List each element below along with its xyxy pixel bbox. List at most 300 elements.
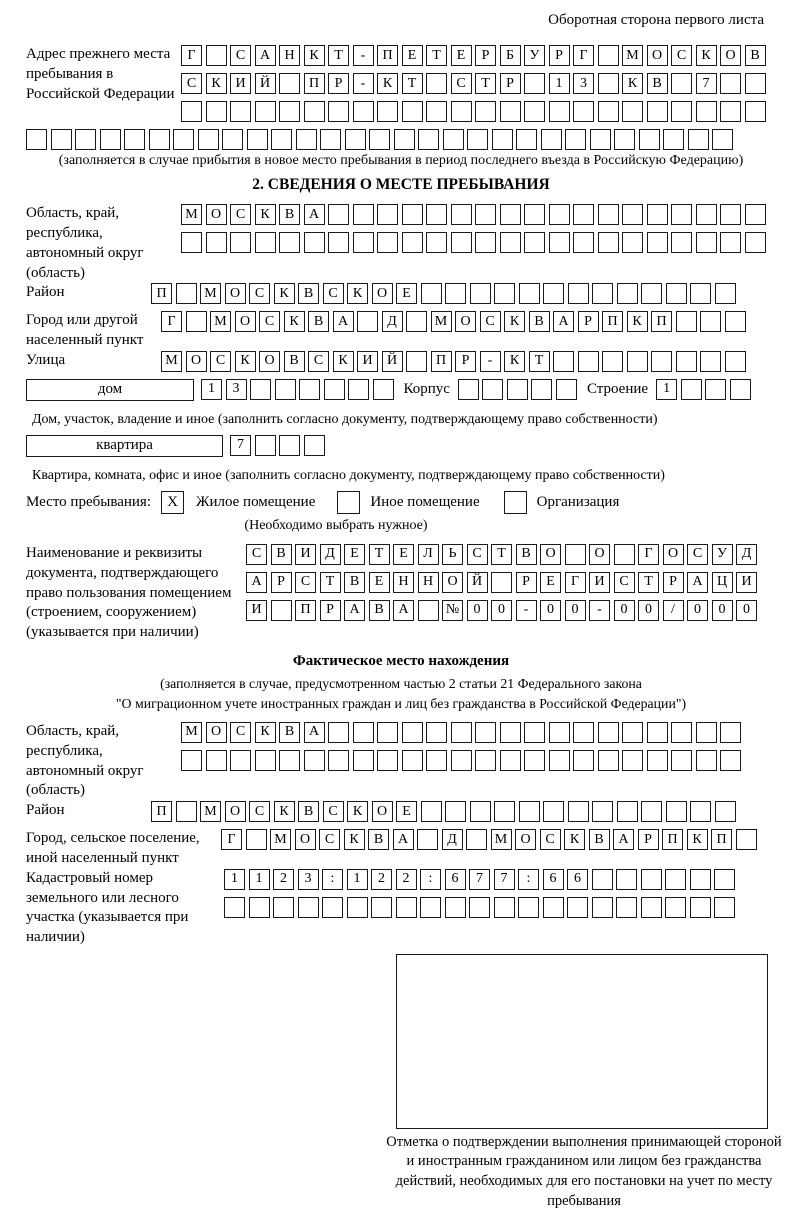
char-cell[interactable]: М: [181, 204, 202, 225]
char-cell[interactable]: 3: [226, 379, 247, 400]
char-cell[interactable]: 1: [347, 869, 368, 890]
char-cell[interactable]: [568, 801, 589, 822]
char-cell[interactable]: [671, 204, 692, 225]
char-cell[interactable]: П: [151, 283, 172, 304]
char-cell[interactable]: С: [451, 73, 472, 94]
char-cell[interactable]: [518, 897, 539, 918]
char-cell[interactable]: Е: [540, 572, 561, 593]
char-cell[interactable]: [500, 204, 521, 225]
char-cell[interactable]: К: [347, 801, 368, 822]
char-cell[interactable]: В: [308, 311, 329, 332]
char-cell[interactable]: П: [151, 801, 172, 822]
char-cell[interactable]: -: [480, 351, 501, 372]
char-cell[interactable]: [567, 897, 588, 918]
char-cell[interactable]: [328, 101, 349, 122]
char-cell[interactable]: [500, 101, 521, 122]
char-cell[interactable]: К: [304, 45, 325, 66]
char-cell[interactable]: О: [589, 544, 610, 565]
char-cell[interactable]: О: [235, 311, 256, 332]
char-cell[interactable]: В: [369, 600, 390, 621]
char-cell[interactable]: [641, 801, 662, 822]
char-cell[interactable]: 0: [687, 600, 708, 621]
char-cell[interactable]: П: [651, 311, 672, 332]
char-cell[interactable]: [418, 600, 439, 621]
char-cell[interactable]: [565, 129, 586, 150]
char-cell[interactable]: [592, 897, 613, 918]
char-cell[interactable]: Г: [161, 311, 182, 332]
char-cell[interactable]: Б: [500, 45, 521, 66]
char-cell[interactable]: В: [298, 283, 319, 304]
char-cell[interactable]: [494, 801, 515, 822]
char-cell[interactable]: С: [671, 45, 692, 66]
char-cell[interactable]: [176, 283, 197, 304]
char-cell[interactable]: 0: [467, 600, 488, 621]
char-cell[interactable]: О: [647, 45, 668, 66]
char-cell[interactable]: [602, 351, 623, 372]
char-cell[interactable]: О: [295, 829, 316, 850]
char-cell[interactable]: [279, 435, 300, 456]
char-cell[interactable]: [198, 129, 219, 150]
char-cell[interactable]: №: [442, 600, 463, 621]
char-cell[interactable]: [230, 232, 251, 253]
char-cell[interactable]: [494, 897, 515, 918]
char-cell[interactable]: [573, 101, 594, 122]
char-cell[interactable]: [445, 283, 466, 304]
char-cell[interactable]: [671, 101, 692, 122]
char-cell[interactable]: [647, 101, 668, 122]
char-cell[interactable]: [230, 750, 251, 771]
char-cell[interactable]: [598, 45, 619, 66]
char-cell[interactable]: [451, 232, 472, 253]
char-cell[interactable]: Р: [663, 572, 684, 593]
char-cell[interactable]: 0: [540, 600, 561, 621]
char-cell[interactable]: [406, 311, 427, 332]
char-cell[interactable]: [616, 869, 637, 890]
char-cell[interactable]: [181, 232, 202, 253]
char-cell[interactable]: [304, 750, 325, 771]
char-cell[interactable]: [475, 722, 496, 743]
char-cell[interactable]: [690, 869, 711, 890]
char-cell[interactable]: Д: [382, 311, 403, 332]
char-cell[interactable]: [690, 897, 711, 918]
char-cell[interactable]: А: [304, 722, 325, 743]
char-cell[interactable]: [641, 869, 662, 890]
char-cell[interactable]: С: [249, 801, 270, 822]
char-cell[interactable]: [255, 101, 276, 122]
char-cell[interactable]: Г: [573, 45, 594, 66]
char-cell[interactable]: 6: [567, 869, 588, 890]
char-cell[interactable]: С: [230, 45, 251, 66]
char-cell[interactable]: И: [357, 351, 378, 372]
char-cell[interactable]: С: [323, 801, 344, 822]
char-cell[interactable]: Р: [475, 45, 496, 66]
char-cell[interactable]: К: [344, 829, 365, 850]
char-cell[interactable]: М: [431, 311, 452, 332]
char-cell[interactable]: И: [246, 600, 267, 621]
char-cell[interactable]: О: [720, 45, 741, 66]
char-cell[interactable]: [124, 129, 145, 150]
char-cell[interactable]: [445, 897, 466, 918]
char-cell[interactable]: 0: [736, 600, 757, 621]
char-cell[interactable]: [730, 379, 751, 400]
char-cell[interactable]: [549, 204, 570, 225]
char-cell[interactable]: Н: [393, 572, 414, 593]
char-cell[interactable]: [402, 722, 423, 743]
char-cell[interactable]: [543, 283, 564, 304]
char-cell[interactable]: 0: [565, 600, 586, 621]
char-cell[interactable]: С: [259, 311, 280, 332]
char-cell[interactable]: А: [304, 204, 325, 225]
char-cell[interactable]: О: [206, 722, 227, 743]
char-cell[interactable]: [715, 283, 736, 304]
char-cell[interactable]: Г: [638, 544, 659, 565]
char-cell[interactable]: 7: [469, 869, 490, 890]
char-cell[interactable]: [616, 897, 637, 918]
char-cell[interactable]: [279, 101, 300, 122]
char-cell[interactable]: [451, 722, 472, 743]
char-cell[interactable]: [622, 722, 643, 743]
char-cell[interactable]: К: [696, 45, 717, 66]
char-cell[interactable]: [255, 435, 276, 456]
char-cell[interactable]: -: [516, 600, 537, 621]
char-cell[interactable]: [426, 73, 447, 94]
char-cell[interactable]: В: [279, 722, 300, 743]
char-cell[interactable]: [482, 379, 503, 400]
char-cell[interactable]: [696, 204, 717, 225]
char-cell[interactable]: [666, 283, 687, 304]
char-cell[interactable]: В: [279, 204, 300, 225]
char-cell[interactable]: [328, 722, 349, 743]
char-cell[interactable]: А: [553, 311, 574, 332]
char-cell[interactable]: [720, 204, 741, 225]
char-cell[interactable]: [304, 435, 325, 456]
char-cell[interactable]: [671, 232, 692, 253]
char-cell[interactable]: О: [206, 204, 227, 225]
char-cell[interactable]: [470, 283, 491, 304]
char-cell[interactable]: [696, 750, 717, 771]
char-cell[interactable]: [377, 232, 398, 253]
char-cell[interactable]: [598, 750, 619, 771]
char-cell[interactable]: Т: [320, 572, 341, 593]
char-cell[interactable]: [373, 379, 394, 400]
char-cell[interactable]: К: [255, 722, 276, 743]
char-cell[interactable]: [720, 73, 741, 94]
char-cell[interactable]: [598, 101, 619, 122]
char-cell[interactable]: [549, 722, 570, 743]
char-cell[interactable]: [516, 129, 537, 150]
char-cell[interactable]: [328, 232, 349, 253]
char-cell[interactable]: [206, 101, 227, 122]
char-cell[interactable]: И: [230, 73, 251, 94]
char-cell[interactable]: К: [687, 829, 708, 850]
char-cell[interactable]: [402, 101, 423, 122]
char-cell[interactable]: [402, 232, 423, 253]
char-cell[interactable]: Т: [475, 73, 496, 94]
char-cell[interactable]: [377, 750, 398, 771]
char-cell[interactable]: [369, 129, 390, 150]
char-cell[interactable]: К: [284, 311, 305, 332]
char-cell[interactable]: [279, 73, 300, 94]
char-cell[interactable]: [671, 722, 692, 743]
char-cell[interactable]: [573, 722, 594, 743]
char-cell[interactable]: [426, 204, 447, 225]
char-cell[interactable]: С: [540, 829, 561, 850]
char-cell[interactable]: [371, 897, 392, 918]
char-cell[interactable]: [676, 311, 697, 332]
char-cell[interactable]: 0: [638, 600, 659, 621]
char-cell[interactable]: [598, 204, 619, 225]
char-cell[interactable]: Р: [638, 829, 659, 850]
char-cell[interactable]: [469, 897, 490, 918]
char-cell[interactable]: С: [249, 283, 270, 304]
char-cell[interactable]: [573, 232, 594, 253]
char-cell[interactable]: Т: [402, 73, 423, 94]
char-cell[interactable]: В: [647, 73, 668, 94]
char-cell[interactable]: 1: [201, 379, 222, 400]
char-cell[interactable]: 2: [396, 869, 417, 890]
char-cell[interactable]: И: [736, 572, 757, 593]
char-cell[interactable]: [590, 129, 611, 150]
char-cell[interactable]: К: [255, 204, 276, 225]
char-cell[interactable]: [639, 129, 660, 150]
char-cell[interactable]: [524, 73, 545, 94]
char-cell[interactable]: [725, 351, 746, 372]
char-cell[interactable]: [475, 204, 496, 225]
char-cell[interactable]: 0: [712, 600, 733, 621]
char-cell[interactable]: [402, 750, 423, 771]
char-cell[interactable]: В: [368, 829, 389, 850]
char-cell[interactable]: [402, 204, 423, 225]
char-cell[interactable]: Т: [328, 45, 349, 66]
char-cell[interactable]: [696, 232, 717, 253]
char-cell[interactable]: [357, 311, 378, 332]
char-cell[interactable]: [206, 750, 227, 771]
char-cell[interactable]: 6: [543, 869, 564, 890]
char-cell[interactable]: В: [529, 311, 550, 332]
char-cell[interactable]: [725, 311, 746, 332]
char-cell[interactable]: [543, 801, 564, 822]
char-cell[interactable]: С: [323, 283, 344, 304]
char-cell[interactable]: [396, 897, 417, 918]
char-cell[interactable]: [250, 379, 271, 400]
char-cell[interactable]: [622, 204, 643, 225]
char-cell[interactable]: [186, 311, 207, 332]
char-cell[interactable]: П: [304, 73, 325, 94]
char-cell[interactable]: С: [467, 544, 488, 565]
char-cell[interactable]: К: [504, 351, 525, 372]
char-cell[interactable]: М: [491, 829, 512, 850]
char-cell[interactable]: С: [295, 572, 316, 593]
char-cell[interactable]: [222, 129, 243, 150]
char-cell[interactable]: В: [271, 544, 292, 565]
char-cell[interactable]: А: [613, 829, 634, 850]
char-cell[interactable]: [736, 829, 757, 850]
char-cell[interactable]: А: [333, 311, 354, 332]
char-cell[interactable]: [568, 283, 589, 304]
char-cell[interactable]: [690, 283, 711, 304]
char-cell[interactable]: [247, 129, 268, 150]
char-cell[interactable]: [745, 232, 766, 253]
char-cell[interactable]: О: [663, 544, 684, 565]
char-cell[interactable]: А: [393, 829, 414, 850]
char-cell[interactable]: О: [372, 283, 393, 304]
char-cell[interactable]: [443, 129, 464, 150]
char-cell[interactable]: Р: [328, 73, 349, 94]
char-cell[interactable]: В: [284, 351, 305, 372]
char-cell[interactable]: 7: [230, 435, 251, 456]
char-cell[interactable]: [500, 750, 521, 771]
char-cell[interactable]: [466, 829, 487, 850]
char-cell[interactable]: С: [319, 829, 340, 850]
char-cell[interactable]: Д: [320, 544, 341, 565]
char-cell[interactable]: [647, 722, 668, 743]
char-cell[interactable]: К: [206, 73, 227, 94]
char-cell[interactable]: [712, 129, 733, 150]
char-cell[interactable]: [714, 869, 735, 890]
char-cell[interactable]: К: [235, 351, 256, 372]
char-cell[interactable]: [573, 750, 594, 771]
char-cell[interactable]: [275, 379, 296, 400]
char-cell[interactable]: С: [246, 544, 267, 565]
char-cell[interactable]: [492, 129, 513, 150]
char-cell[interactable]: О: [442, 572, 463, 593]
char-cell[interactable]: [458, 379, 479, 400]
char-cell[interactable]: [565, 544, 586, 565]
char-cell[interactable]: [75, 129, 96, 150]
char-cell[interactable]: -: [353, 45, 374, 66]
char-cell[interactable]: [617, 283, 638, 304]
char-cell[interactable]: В: [516, 544, 537, 565]
char-cell[interactable]: [417, 829, 438, 850]
stay-checkbox-inoe[interactable]: [337, 491, 360, 514]
char-cell[interactable]: [420, 897, 441, 918]
char-cell[interactable]: 2: [371, 869, 392, 890]
char-cell[interactable]: К: [274, 283, 295, 304]
char-cell[interactable]: Й: [467, 572, 488, 593]
char-cell[interactable]: [304, 232, 325, 253]
char-cell[interactable]: Т: [426, 45, 447, 66]
char-cell[interactable]: Р: [549, 45, 570, 66]
char-cell[interactable]: [475, 232, 496, 253]
char-cell[interactable]: [549, 101, 570, 122]
char-cell[interactable]: [406, 351, 427, 372]
char-cell[interactable]: К: [564, 829, 585, 850]
char-cell[interactable]: [598, 722, 619, 743]
char-cell[interactable]: 1: [249, 869, 270, 890]
char-cell[interactable]: [665, 897, 686, 918]
char-cell[interactable]: Е: [393, 544, 414, 565]
char-cell[interactable]: [641, 283, 662, 304]
char-cell[interactable]: В: [344, 572, 365, 593]
char-cell[interactable]: П: [662, 829, 683, 850]
char-cell[interactable]: Е: [369, 572, 390, 593]
char-cell[interactable]: [705, 379, 726, 400]
char-cell[interactable]: [541, 129, 562, 150]
char-cell[interactable]: 1: [224, 869, 245, 890]
char-cell[interactable]: [353, 722, 374, 743]
char-cell[interactable]: [353, 204, 374, 225]
char-cell[interactable]: 3: [298, 869, 319, 890]
char-cell[interactable]: [598, 73, 619, 94]
char-cell[interactable]: [500, 232, 521, 253]
char-cell[interactable]: /: [663, 600, 684, 621]
char-cell[interactable]: [426, 101, 447, 122]
char-cell[interactable]: [377, 204, 398, 225]
char-cell[interactable]: [666, 801, 687, 822]
char-cell[interactable]: [745, 204, 766, 225]
char-cell[interactable]: [647, 204, 668, 225]
house-type-box[interactable]: дом: [26, 379, 194, 401]
char-cell[interactable]: П: [377, 45, 398, 66]
char-cell[interactable]: [519, 801, 540, 822]
char-cell[interactable]: Н: [418, 572, 439, 593]
char-cell[interactable]: Р: [320, 600, 341, 621]
char-cell[interactable]: Е: [396, 801, 417, 822]
char-cell[interactable]: Т: [638, 572, 659, 593]
char-cell[interactable]: У: [712, 544, 733, 565]
char-cell[interactable]: [507, 379, 528, 400]
char-cell[interactable]: Е: [451, 45, 472, 66]
char-cell[interactable]: Л: [418, 544, 439, 565]
char-cell[interactable]: [556, 379, 577, 400]
char-cell[interactable]: :: [322, 869, 343, 890]
char-cell[interactable]: Е: [396, 283, 417, 304]
char-cell[interactable]: О: [259, 351, 280, 372]
char-cell[interactable]: П: [711, 829, 732, 850]
char-cell[interactable]: [26, 129, 47, 150]
char-cell[interactable]: Е: [344, 544, 365, 565]
char-cell[interactable]: [328, 204, 349, 225]
char-cell[interactable]: О: [372, 801, 393, 822]
char-cell[interactable]: [451, 750, 472, 771]
char-cell[interactable]: [426, 232, 447, 253]
char-cell[interactable]: С: [181, 73, 202, 94]
char-cell[interactable]: [345, 129, 366, 150]
char-cell[interactable]: А: [246, 572, 267, 593]
char-cell[interactable]: [298, 897, 319, 918]
char-cell[interactable]: [622, 101, 643, 122]
char-cell[interactable]: [100, 129, 121, 150]
char-cell[interactable]: А: [344, 600, 365, 621]
char-cell[interactable]: [324, 379, 345, 400]
char-cell[interactable]: [598, 232, 619, 253]
char-cell[interactable]: [622, 232, 643, 253]
char-cell[interactable]: М: [622, 45, 643, 66]
char-cell[interactable]: [745, 73, 766, 94]
char-cell[interactable]: [549, 232, 570, 253]
char-cell[interactable]: [279, 232, 300, 253]
char-cell[interactable]: Й: [382, 351, 403, 372]
char-cell[interactable]: [573, 204, 594, 225]
char-cell[interactable]: И: [295, 544, 316, 565]
char-cell[interactable]: [271, 129, 292, 150]
char-cell[interactable]: [418, 129, 439, 150]
char-cell[interactable]: [255, 750, 276, 771]
char-cell[interactable]: А: [687, 572, 708, 593]
char-cell[interactable]: [651, 351, 672, 372]
char-cell[interactable]: И: [589, 572, 610, 593]
char-cell[interactable]: П: [431, 351, 452, 372]
char-cell[interactable]: :: [518, 869, 539, 890]
char-cell[interactable]: 3: [573, 73, 594, 94]
char-cell[interactable]: А: [393, 600, 414, 621]
char-cell[interactable]: [377, 101, 398, 122]
char-cell[interactable]: В: [745, 45, 766, 66]
char-cell[interactable]: [494, 283, 515, 304]
char-cell[interactable]: М: [270, 829, 291, 850]
char-cell[interactable]: [671, 73, 692, 94]
char-cell[interactable]: [720, 750, 741, 771]
